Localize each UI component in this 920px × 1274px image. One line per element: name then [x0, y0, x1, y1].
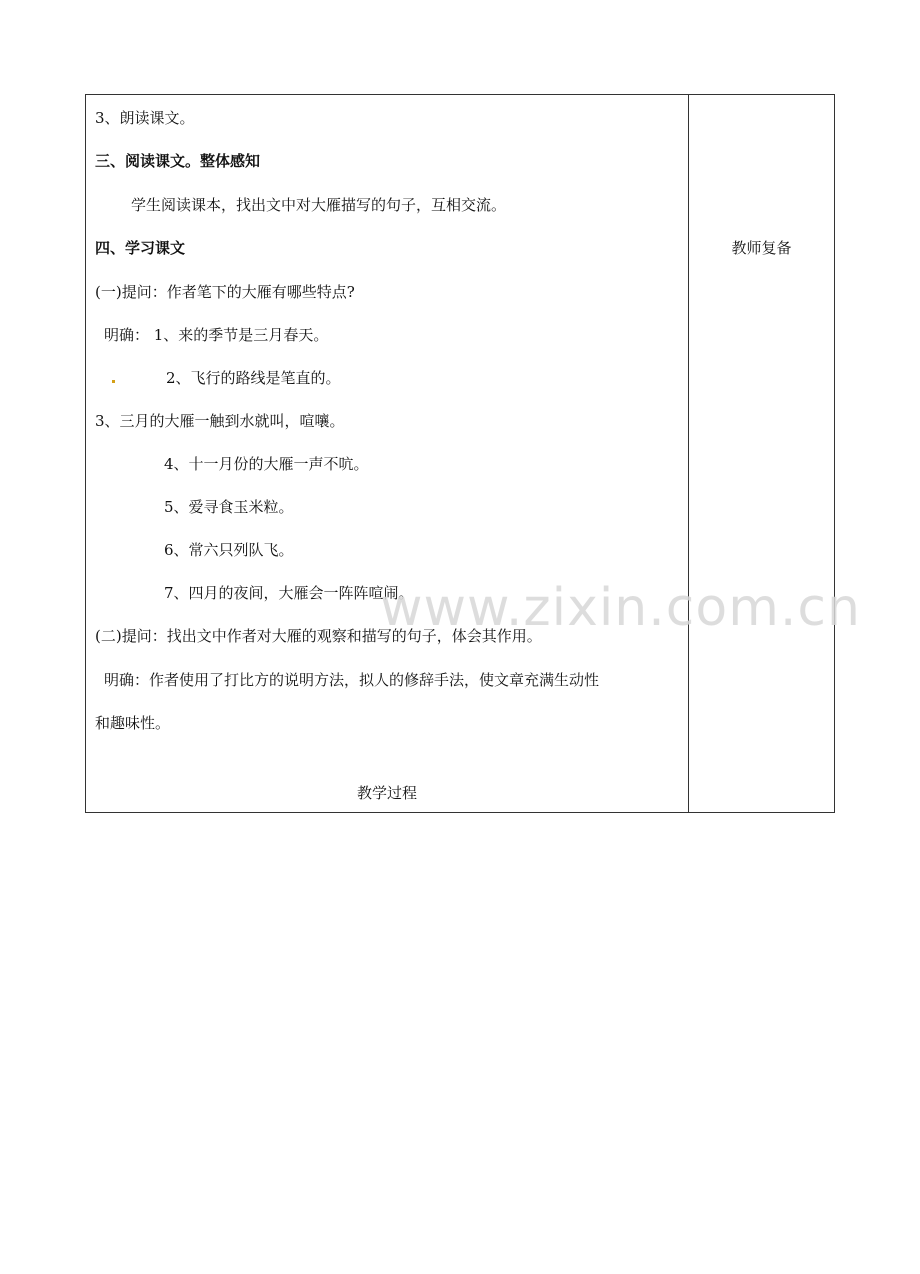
column-divider — [688, 95, 689, 812]
text-line-3: 学生阅读课本，找出文中对大雁描写的句子，互相交流。 — [131, 196, 507, 214]
stray-mark — [112, 380, 115, 383]
section-heading-3: 三、阅读课文。整体感知 — [95, 152, 261, 170]
answer-item-6: 6、常六只列队飞。 — [164, 541, 294, 559]
answer-item-2: 2、飞行的路线是笔直的。 — [166, 369, 341, 387]
watermark: www.zixin.com.cn — [380, 578, 861, 638]
lesson-plan-table — [85, 94, 835, 813]
answer-item-5: 5、爱寻食玉米粒。 — [164, 498, 294, 516]
section-heading-4: 四、学习课文 — [95, 239, 186, 257]
answer-item-3: 3、三月的大雁一触到水就叫，喧嚷。 — [95, 412, 345, 430]
question-2: (二)提问：找出文中作者对大雁的观察和描写的句子，体会其作用。 — [95, 627, 542, 645]
text-line-1: 3、朗读课文。 — [95, 109, 195, 127]
answer-label-2: 明确：作者使用了打比方的说明方法，拟人的修辞手法，使文章充满生动性 — [104, 671, 600, 689]
teaching-process-label: 教学过程 — [356, 784, 417, 802]
teacher-review-label: 教师复备 — [731, 239, 792, 257]
answer-label-1: 明确： 1、来的季节是三月春天。 — [104, 326, 329, 344]
answer-item-4: 4、十一月份的大雁一声不吭。 — [164, 455, 369, 473]
question-1: (一)提问：作者笔下的大雁有哪些特点? — [95, 283, 355, 301]
answer-continuation: 和趣味性。 — [95, 714, 171, 732]
answer-item-7: 7、四月的夜间，大雁会一阵阵喧闹。 — [164, 584, 414, 602]
